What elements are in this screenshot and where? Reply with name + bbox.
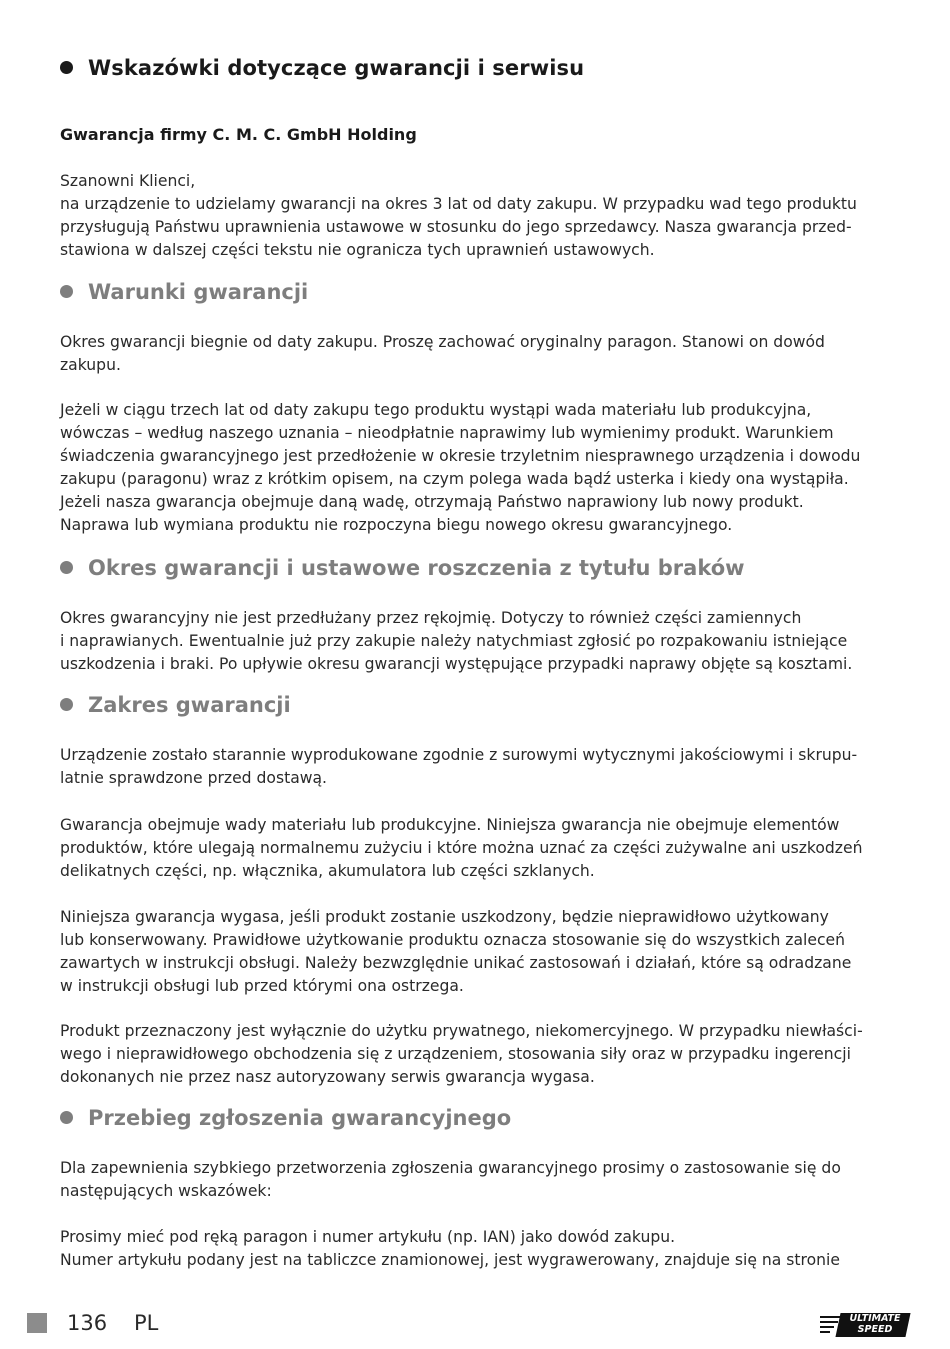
section-heading-text: Warunki gwarancji [88,280,309,304]
page-marker-square [27,1313,47,1333]
text-line: Jeżeli w ciągu trzech lat od daty zakupu tego produktu wystąpi wada materiału lub produkcyjna, [60,401,812,419]
section-heading-warranty-period [60,556,745,580]
paragraph [60,607,892,676]
paragraph [60,1157,892,1203]
paragraph [60,906,892,998]
paragraph [60,1020,892,1089]
text-line: Dla zapewnienia szybkiego przetworzenia zgłoszenia gwarancyjnego prosimy o zastosowanie się do [60,1159,841,1177]
text-line: Szanowni Klienci, [60,172,196,190]
text-line: Numer artykułu podany jest na tabliczce znamionowej, jest wygrawerowany, znajduje się na stronie [60,1251,840,1269]
section-heading-text: Zakres gwarancji [88,693,291,717]
intro-paragraph [60,170,892,262]
bullet-icon [60,561,73,574]
text-line: produktów, które ulegają normalnemu zużyciu i które można uznać za części zużywalne ani uszkodzeń [60,839,863,857]
text-line: Prosimy mieć pod ręką paragon i numer artykułu (np. IAN) jako dowód zakupu. [60,1228,676,1246]
bullet-icon [60,1111,73,1124]
text-line: stawiona w dalszej części tekstu nie ogranicza tych uprawnień ustawowych. [60,241,655,259]
paragraph [60,331,892,377]
section-heading-warranty-conditions [60,280,308,304]
warranty-subtitle: Gwarancja firmy C. M. C. GmbH Holding [60,125,417,144]
text-line: na urządzenie to udzielamy gwarancji na okres 3 lat od daty zakupu. W przypadku wad tego produktu [60,195,857,213]
text-line: delikatnych części, np. włącznika, akumulatora lub części szklanych. [60,862,595,880]
text-line: i naprawianych. Ewentualnie już przy zakupie należy natychmiast zgłosić po rozpakowaniu istniejące [60,632,848,650]
paragraph [60,814,892,883]
text-line: Jeżeli nasza gwarancja obejmuje daną wadę, otrzymają Państwo naprawiony lub nowy produkt. [60,493,804,511]
text-line: wego i nieprawidłowego obchodzenia się z urządzeniem, stosowania siły oraz w przypadku ingerencji [60,1045,851,1063]
logo-text-top: ULTIMATE [849,1313,901,1324]
text-line: Gwarancja obejmuje wady materiału lub produkcyjne. Niniejsza gwarancja nie obejmuje elementów [60,816,840,834]
language-code: PL [134,1311,159,1335]
text-line: dokonanych nie przez nasz autoryzowany serwis gwarancja wygasa. [60,1068,595,1086]
page-title [60,56,584,80]
text-line: przysługują Państwu uprawnienia ustawowe w stosunku do jego sprzedawcy. Nasza gwarancja przed- [60,218,852,236]
paragraph [60,1226,892,1272]
page-number: 136 [67,1311,108,1335]
logo-text [842,1313,908,1335]
logo-text-bottom: SPEED [857,1324,893,1335]
text-line: zakupu (paragonu) wraz z krótkim opisem, na czym polega wada bądź usterka i kiedy ona wystąpiła. [60,470,849,488]
section-heading-text: Przebieg zgłoszenia gwarancyjnego [88,1106,512,1130]
text-line: latnie sprawdzone przed dostawą. [60,769,328,787]
text-line: Naprawa lub wymiana produktu nie rozpoczyna biegu nowego okresu gwarancyjnego. [60,516,733,534]
text-line: wówczas – według naszego uznania – nieodpłatnie naprawimy lub wymienimy produkt. Warunkiem [60,424,834,442]
bullet-icon [60,698,73,711]
text-line: w instrukcji obsługi lub przed którymi ona ostrzega. [60,977,464,995]
bullet-icon [60,285,73,298]
text-line: zawartych w instrukcji obsługi. Należy bezwzględnie unikać zastosowań i działań, które są odradzane [60,954,852,972]
text-line: uszkodzenia i braki. Po upływie okresu gwarancji występujące przypadki naprawy objęte są kosztami. [60,655,853,673]
text-line: Okres gwarancji biegnie od daty zakupu. Proszę zachować oryginalny paragon. Stanowi on dowód [60,333,825,351]
text-line: lub konserwowany. Prawidłowe użytkowanie produktu oznacza stosowanie się do wszystkich zaleceń [60,931,846,949]
text-line: świadczenia gwarancyjnego jest przedłożenie w okresie trzyletnim niesprawnego urządzenia i dowodu [60,447,861,465]
logo-speed-line [820,1326,834,1328]
brand-logo [820,1311,912,1339]
section-heading-warranty-scope [60,693,291,717]
text-line: Produkt przeznaczony jest wyłącznie do użytku prywatnego, niekomercyjnego. W przypadku niewłaści- [60,1022,863,1040]
section-heading-text: Okres gwarancji i ustawowe roszczenia z tytułu braków [88,556,745,580]
paragraph [60,744,892,790]
page-title-text: Wskazówki dotyczące gwarancji i serwisu [88,56,585,80]
section-heading-warranty-claim [60,1106,511,1130]
bullet-icon [60,61,73,74]
text-line: następujących wskazówek: [60,1182,272,1200]
logo-speed-line [820,1331,830,1333]
logo-speed-line [820,1321,838,1323]
text-line: Niniejsza gwarancja wygasa, jeśli produkt zostanie uszkodzony, będzie nieprawidłowo użytkowany [60,908,829,926]
text-line: zakupu. [60,356,121,374]
text-line: Okres gwarancyjny nie jest przedłużany przez rękojmię. Dotyczy to również części zamiennych [60,609,802,627]
text-line: Urządzenie zostało starannie wyprodukowane zgodnie z surowymi wytycznymi jakościowymi i skrupu- [60,746,858,764]
paragraph [60,399,892,537]
